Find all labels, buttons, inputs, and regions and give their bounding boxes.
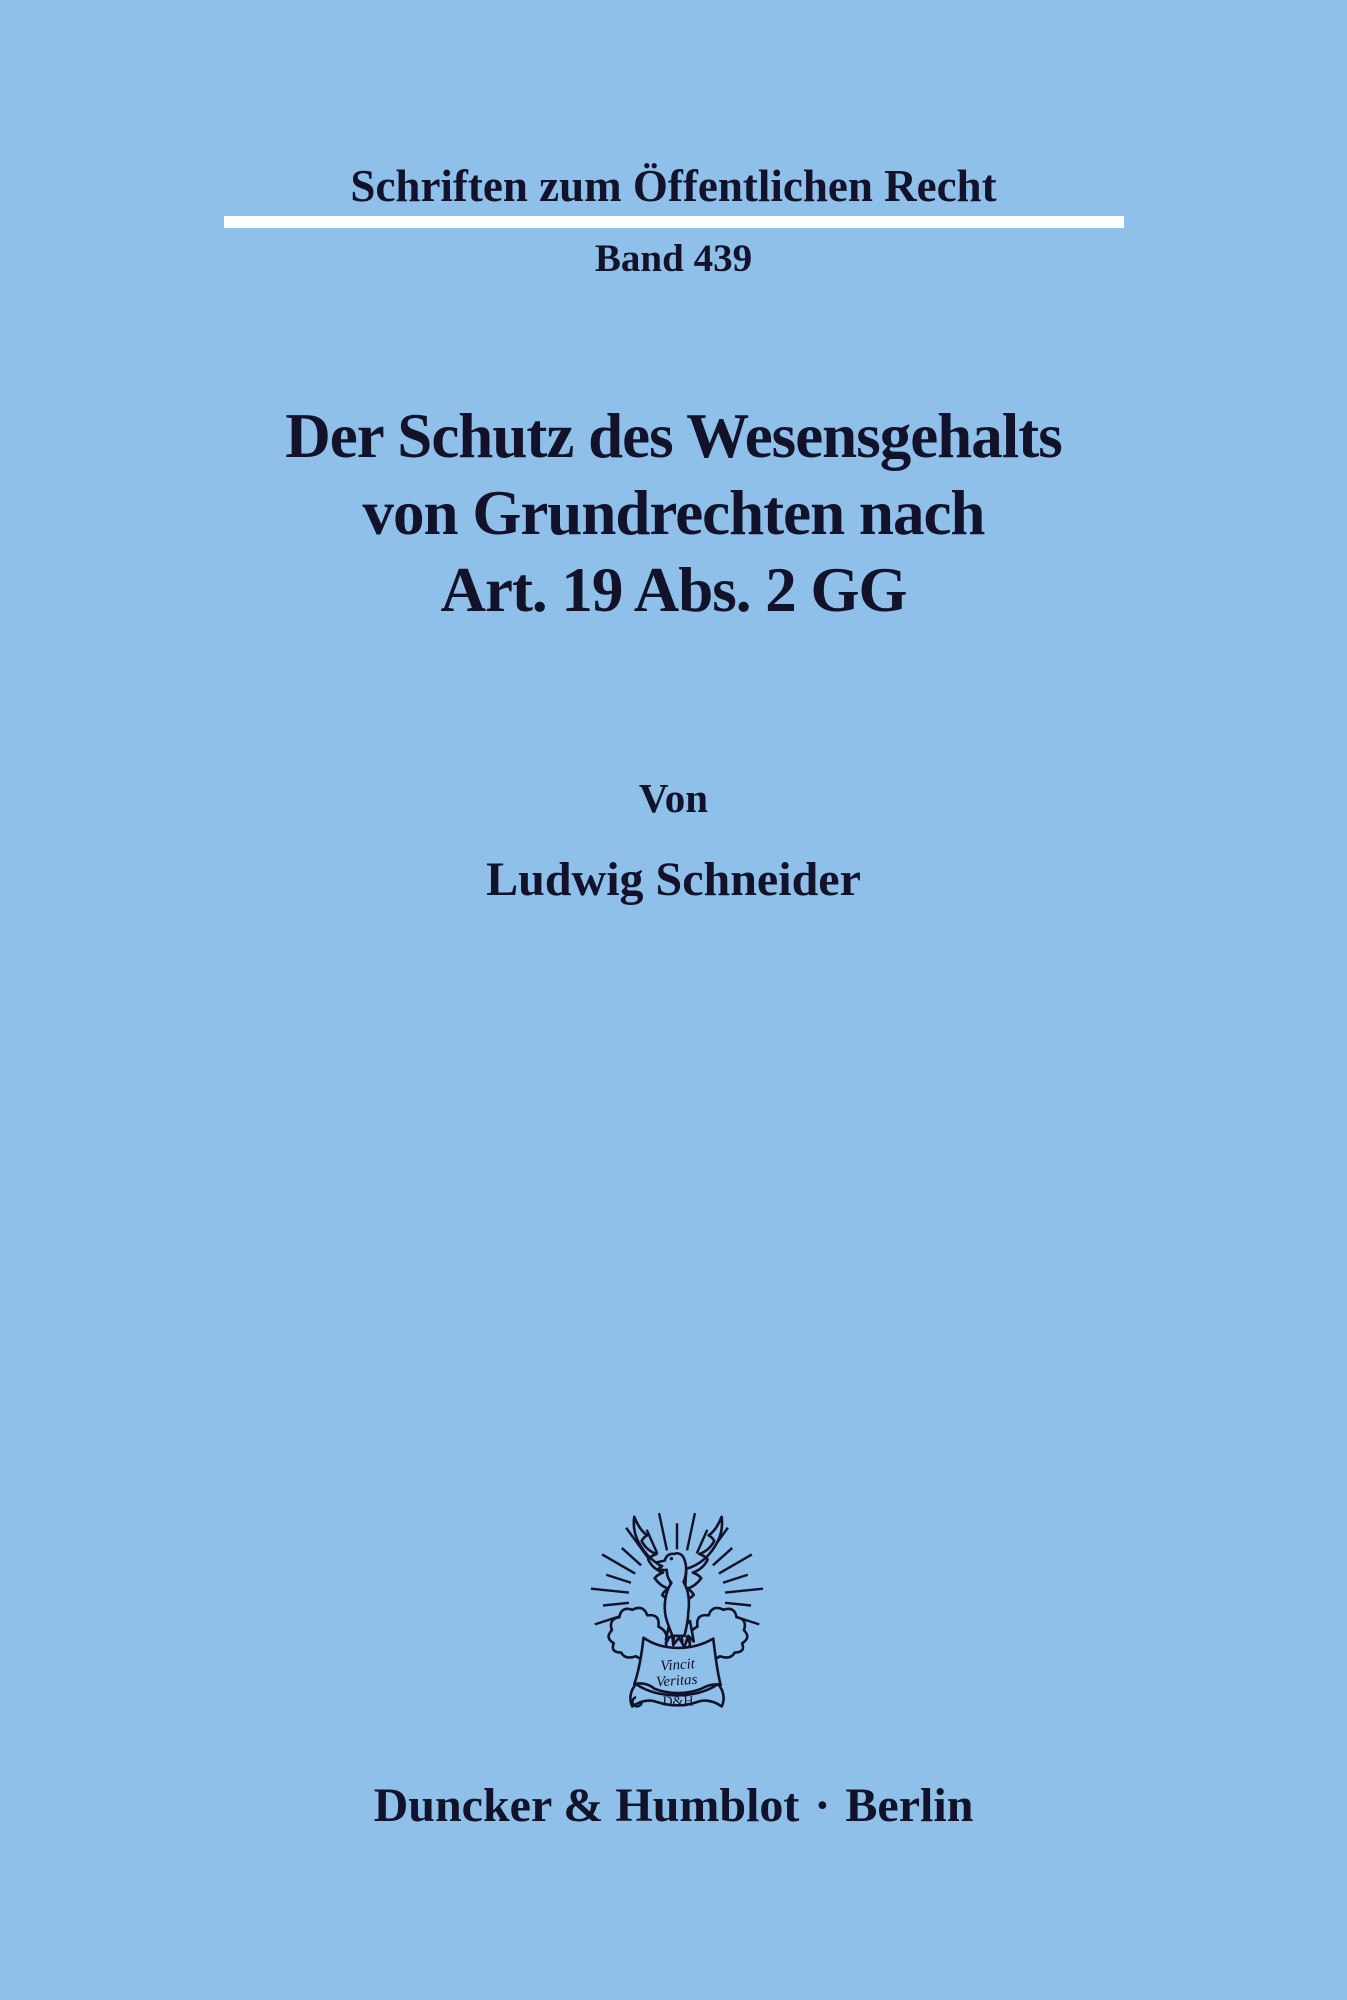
series-volume-number: Band 439	[594, 237, 753, 280]
book-title-line-3: Art. 19 Abs. 2 GG	[440, 555, 907, 625]
book-title	[0, 398, 1347, 629]
book-title-line-2: von Grundrechten nach	[362, 478, 985, 548]
publisher-name: Duncker & Humblot	[373, 1779, 800, 1832]
series-divider-rule	[224, 216, 1124, 228]
motto-line-1: Vincit	[659, 1656, 695, 1675]
publisher-separator-dot: ·	[814, 1779, 831, 1832]
publisher-emblem-eagle-icon	[584, 1500, 770, 1714]
series-title: Schriften zum Öffentlichen Recht	[350, 161, 997, 211]
book-title-line-1: Der Schutz des Wesensgehalts	[285, 401, 1062, 471]
publisher-imprint	[0, 1776, 1347, 1836]
author-name: Ludwig Schneider	[486, 853, 861, 906]
publisher-logo	[584, 1500, 770, 1714]
motto-line-2: Veritas	[655, 1671, 698, 1691]
motto-banner-icon	[630, 1638, 723, 1710]
publisher-city: Berlin	[845, 1779, 974, 1832]
publisher-initials: D&H	[661, 1694, 693, 1710]
author-prefix: Von	[638, 775, 709, 821]
